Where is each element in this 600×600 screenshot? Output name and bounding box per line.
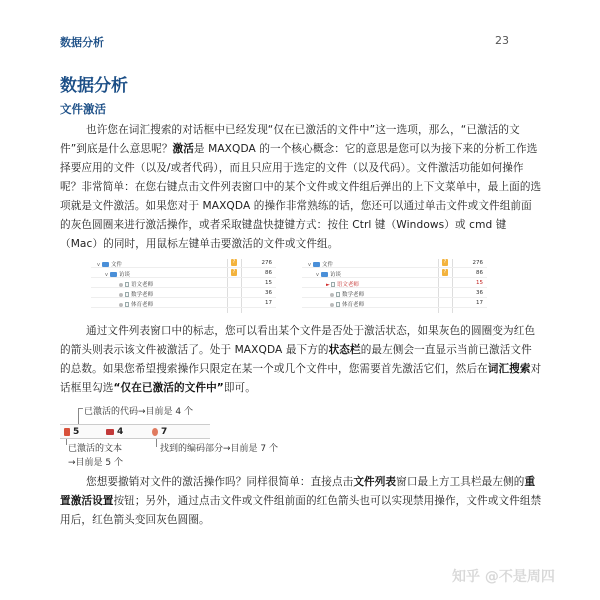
tree-count: 276 — [472, 260, 483, 266]
para2-bold-option: “仅在已激活的文件中” — [113, 382, 224, 394]
document-icon — [125, 282, 129, 287]
para3-text-c: 按钮；另外，通过点击文件或文件组前面的红色箭头也可以实现禁用操作，文件或文件组禁用后，红色箭头变回灰色圆圈。 — [60, 495, 542, 526]
paragraph-activation-status — [60, 322, 542, 398]
tree-label: 语文老师 — [336, 282, 359, 288]
status-bar — [60, 424, 210, 439]
tree-count: 86 — [476, 270, 483, 276]
segment-icon — [152, 428, 158, 436]
para1-text-a: 也许您在词汇搜索的对话框中已经发现“仅在已激活的文件中”这一选项，那么，“已激活的文件”到底是什么意思呢？ — [60, 124, 520, 155]
memo-icon: ? — [232, 269, 236, 275]
tree-count: 36 — [265, 290, 272, 296]
tree-count: 15 — [265, 280, 272, 286]
tree-label: 访谈 — [118, 272, 130, 278]
chevron-down-icon[interactable]: v — [308, 262, 311, 268]
tree-label: 文件 — [321, 262, 333, 268]
paragraph-activation-intro — [60, 121, 542, 254]
tree-label: 数学老师 — [342, 292, 365, 298]
running-header-title: 数据分析 — [60, 36, 104, 49]
para1-text-b: 是 MAXQDA 的一个核心概念：它的意思是您可以为接下来的分析工作选择要应用的文件（以及/或者代码），而且只应用于选定的文件（以及代码）。文件激活功能如何操作呢？非常简单：在您右键点击文件列表窗口中的某个文件或文件组后弹出的上下文菜单中，最上面的选项就是文件激活。如果您对于 MAXQDA 的操作非常熟练的话，您还可以通过单击文件或文件组前面的灰色圆圈来进行激活操作，或者采取键盘快捷键方式：按住 Ctrl 键（Windows）或 cmd 键（Mac）的同时，用鼠标左键单击要激活的文件或文件组。 — [60, 143, 542, 250]
callout-line — [78, 408, 79, 425]
callout-line — [66, 439, 67, 445]
tree-count: 17 — [265, 300, 272, 306]
status-value: 7 — [161, 427, 168, 437]
tree-row-doc[interactable] — [91, 279, 276, 288]
inactive-circle-icon[interactable] — [119, 303, 123, 307]
callout-activated-codes: 已激活的代码→目前是 4 个 — [84, 407, 193, 417]
chevron-down-icon[interactable]: v — [105, 272, 108, 278]
para1-bold-activation: 激活 — [172, 143, 194, 155]
document-icon — [125, 292, 129, 297]
para2-text-b: 的最左侧会一直显示当前已激活文件的总数。如果您希望搜索操作只限定在某一个或几个文件中，您需要首先激活它们，然后在 — [60, 344, 532, 375]
inactive-circle-icon[interactable] — [119, 283, 123, 287]
tree-row-documents[interactable] — [302, 259, 487, 268]
tree-count: 17 — [476, 300, 483, 306]
status-coded-segments[interactable] — [152, 427, 167, 437]
tree-count: 15 — [476, 280, 483, 286]
chevron-down-icon[interactable]: v — [97, 262, 100, 268]
chapter-title: 数据分析 — [60, 76, 128, 96]
callout-activated-texts-2: →目前是 5 个 — [68, 458, 123, 468]
callout-line — [78, 408, 83, 409]
para2-bold-lexical-search: 词汇搜索 — [487, 363, 531, 375]
para2-bold-statusbar: 状态栏 — [328, 344, 361, 356]
memo-icon: ? — [443, 269, 447, 275]
inactive-circle-icon[interactable] — [119, 293, 123, 297]
section-title: 文件激活 — [60, 102, 106, 116]
tree-row-interviews[interactable] — [91, 269, 276, 278]
folder-icon — [110, 272, 117, 277]
document-icon — [336, 302, 340, 307]
document-icon — [336, 292, 340, 297]
tree-row-documents[interactable] — [91, 259, 276, 268]
inactive-circle-icon[interactable] — [330, 303, 334, 307]
code-icon — [106, 429, 114, 435]
tree-label: 访谈 — [329, 272, 341, 278]
status-value: 5 — [73, 427, 80, 437]
folder-icon — [313, 262, 320, 267]
tree-label: 数学老师 — [131, 292, 154, 298]
para3-bold-document-list: 文件列表 — [353, 476, 397, 488]
watermark: 知乎 @不是周四 — [452, 569, 555, 585]
tree-row-doc[interactable] — [302, 299, 487, 308]
para2-text-a: 通过文件列表窗口中的标志，您可以看出某个文件是否处于激活状态，如果灰色的圆圈变为红色的箭头则表示该文件被激活了。处于 MAXQDA 最下方的 — [60, 325, 536, 356]
tree-label: 体育老师 — [131, 302, 154, 308]
paragraph-deactivation — [60, 473, 542, 530]
inactive-circle-icon[interactable] — [330, 293, 334, 297]
tree-count: 36 — [476, 290, 483, 296]
para3-text-a: 您想要撤销对文件的激活操作吗？同样很简单：直接点击 — [86, 476, 354, 488]
activated-arrow-icon[interactable]: ► — [326, 281, 330, 288]
tree-label: 体育老师 — [342, 302, 365, 308]
folder-icon — [102, 262, 109, 267]
document-icon — [64, 428, 70, 436]
status-value: 4 — [117, 427, 124, 437]
para3-text-b: 窗口最上方工具栏最左侧的 — [396, 476, 525, 488]
tree-count: 276 — [261, 260, 272, 266]
memo-icon: ? — [232, 259, 236, 265]
status-activated-texts[interactable] — [64, 427, 79, 437]
tree-label: 文件 — [110, 262, 122, 268]
tree-row-doc[interactable] — [302, 289, 487, 298]
chevron-down-icon[interactable]: v — [316, 272, 319, 278]
document-tree-inactive — [91, 259, 276, 313]
status-activated-codes[interactable] — [106, 427, 123, 437]
memo-icon: ? — [443, 259, 447, 265]
para2-text-d: 即可。 — [223, 382, 256, 394]
document-icon — [331, 282, 335, 287]
para3-bold-reset-activation: 重置激活设置 — [60, 476, 536, 507]
tree-row-doc-activated[interactable] — [302, 279, 487, 288]
tree-count: 86 — [265, 270, 272, 276]
folder-icon — [321, 272, 328, 277]
tree-row-doc[interactable] — [91, 299, 276, 308]
para2-text-c: 对话框里勾选 — [60, 363, 542, 394]
callout-line — [156, 439, 157, 447]
callout-activated-texts-1: 已激活的文本 — [68, 444, 123, 454]
tree-row-doc[interactable] — [91, 289, 276, 298]
callout-coded-segments: 找到的编码部分→目前是 7 个 — [160, 444, 278, 454]
document-icon — [125, 302, 129, 307]
tree-row-interviews[interactable] — [302, 269, 487, 278]
page-number: 23 — [495, 34, 509, 47]
document-tree-activated — [302, 259, 487, 313]
tree-label: 语文老师 — [131, 282, 154, 288]
